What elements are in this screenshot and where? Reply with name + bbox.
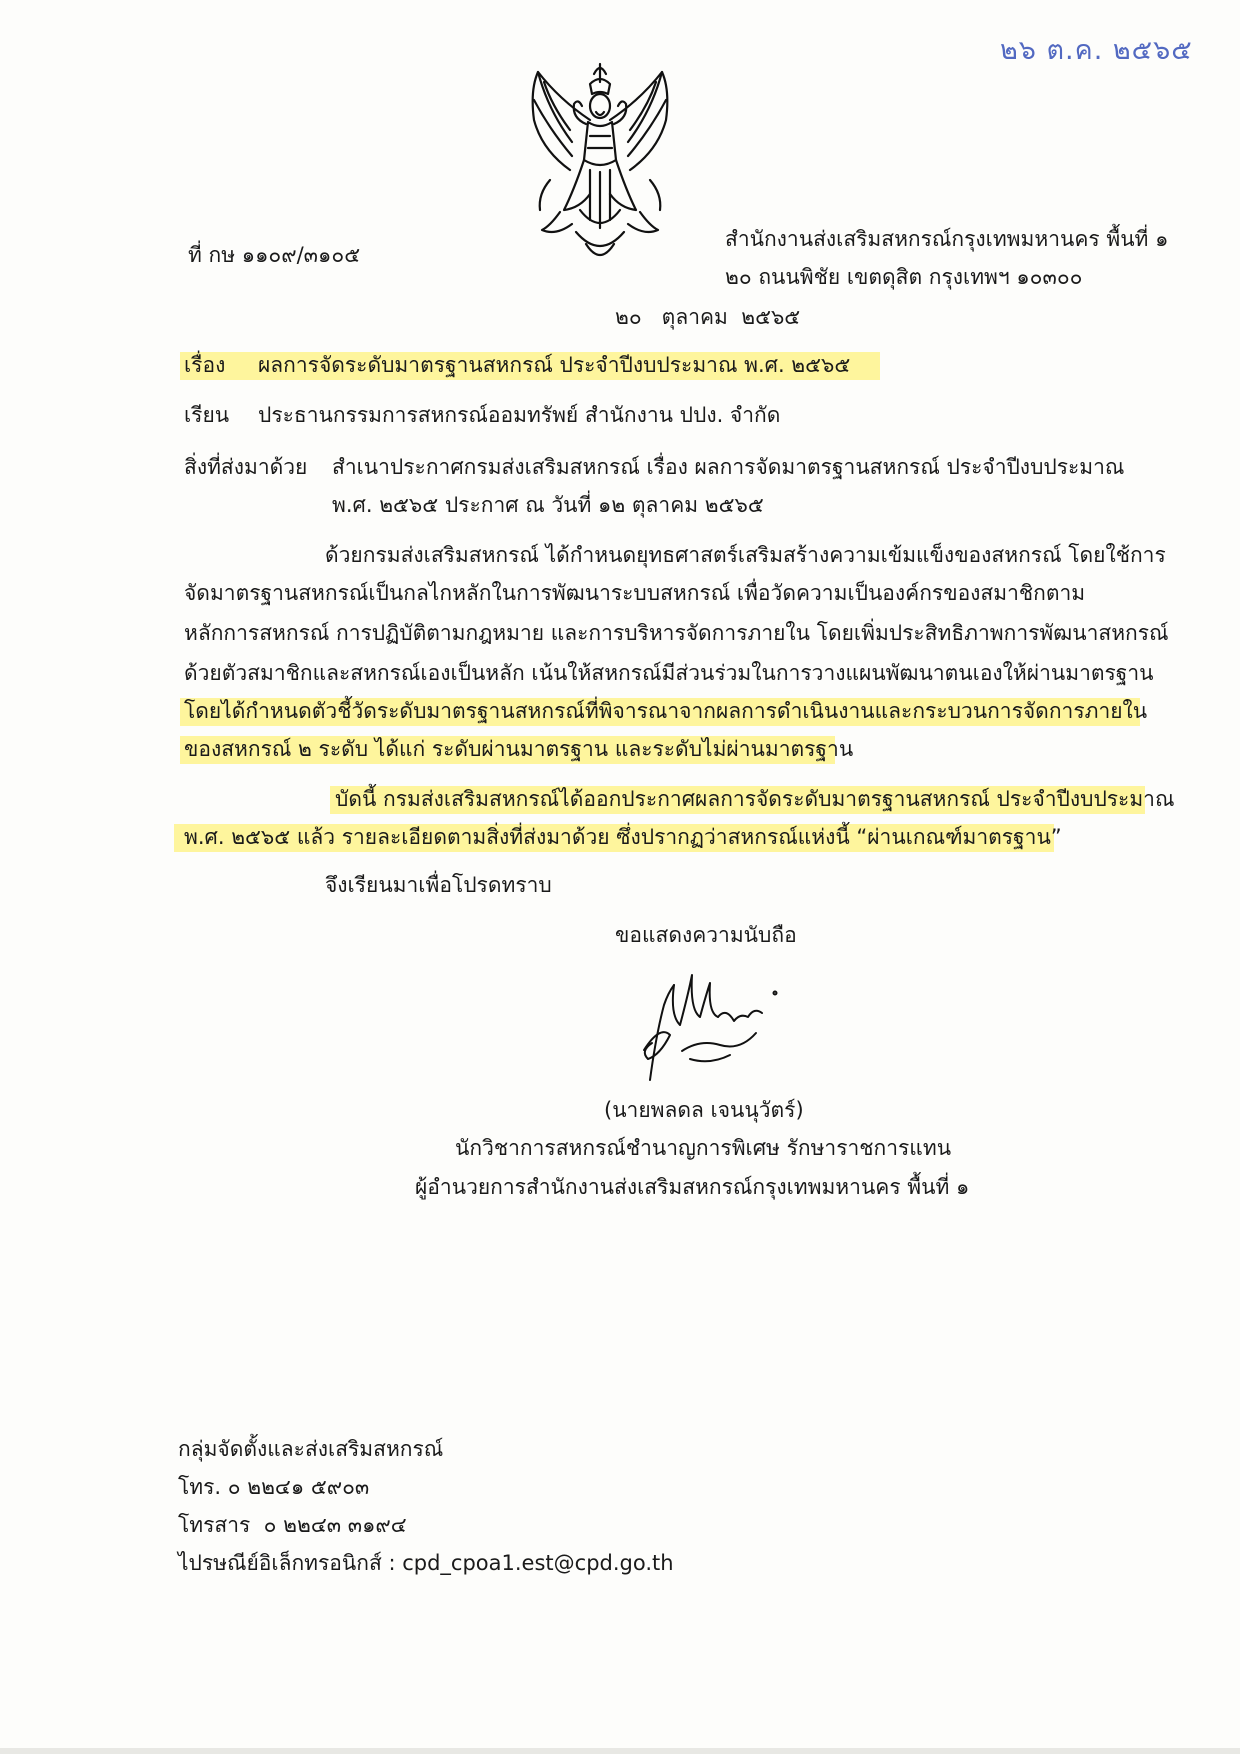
recipient-text: ประธานกรรมการสหกรณ์ออมทรัพย์ สำนักงาน ปปง. จำกัด <box>258 403 781 427</box>
recipient-label: เรียน <box>184 403 230 427</box>
paragraph-1-line-2: จัดมาตรฐานสหกรณ์เป็นกลไกหลักในการพัฒนาระบบสหกรณ์ เพื่อวัดความเป็นองค์กรของสมาชิกตาม <box>184 581 1086 605</box>
letter-date: ๒๐ ตุลาคม ๒๕๖๕ <box>615 305 801 329</box>
footer-phone: โทร. ๐ ๒๒๔๑ ๕๙๐๓ <box>178 1475 370 1499</box>
footer-fax: โทรสาร ๐ ๒๒๔๓ ๓๑๙๔ <box>178 1513 407 1537</box>
signer-position-line-1: นักวิชาการสหกรณ์ชำนาญการพิเศษ รักษาราชการแทน <box>455 1136 952 1160</box>
reference-number: ที่ กษ ๑๑๐๙/๓๑๐๕ <box>188 243 361 267</box>
enclosure-line-2: พ.ศ. ๒๕๖๕ ประกาศ ณ วันที่ ๑๒ ตุลาคม ๒๕๖๕ <box>332 493 764 517</box>
closing-line: จึงเรียนมาเพื่อโปรดทราบ <box>325 873 552 897</box>
footer-email: ไปรษณีย์อิเล็กทรอนิกส์ : cpd_cpoa1.est@cpd.go.th <box>178 1551 674 1575</box>
paragraph-1-line-6: ของสหกรณ์ ๒ ระดับ ได้แก่ ระดับผ่านมาตรฐาน และระดับไม่ผ่านมาตรฐาน <box>184 737 854 761</box>
paragraph-1-line-4: ด้วยตัวสมาชิกและสหกรณ์เองเป็นหลัก เน้นให้สหกรณ์มีส่วนร่วมในการวางแผนพัฒนาตนเองให้ผ่านมาตรฐาน <box>184 661 1154 685</box>
enclosure-line-1: สำเนาประกาศกรมส่งเสริมสหกรณ์ เรื่อง ผลการจัดมาตรฐานสหกรณ์ ประจำปีงบประมาณ <box>332 455 1125 479</box>
issuing-office-address: ๒๐ ถนนพิชัย เขตดุสิต กรุงเทพฯ ๑๐๓๐๐ <box>725 265 1083 289</box>
salutation: ขอแสดงความนับถือ <box>615 923 797 947</box>
handwritten-signature <box>630 955 790 1085</box>
paragraph-1-line-3: หลักการสหกรณ์ การปฏิบัติตามกฎหมาย และการบริหารจัดการภายใน โดยเพิ่มประสิทธิภาพการพัฒนาสหกรณ์ <box>184 621 1169 645</box>
paragraph-2-line-2: พ.ศ. ๒๕๖๕ แล้ว รายละเอียดตามสิ่งที่ส่งมาด้วย ซึ่งปรากฏว่าสหกรณ์แห่งนี้ “ผ่านเกณฑ์มาตรฐาน” <box>184 825 1062 849</box>
paragraph-1-line-1: ด้วยกรมส่งเสริมสหกรณ์ ได้กำหนดยุทธศาสตร์เสริมสร้างความเข้มแข็งของสหกรณ์ โดยใช้การ <box>325 543 1166 567</box>
signer-name: (นายพลดล เจนนุวัตร์) <box>604 1098 804 1122</box>
garuda-emblem-icon <box>520 60 680 270</box>
footer-department: กลุ่มจัดตั้งและส่งเสริมสหกรณ์ <box>178 1437 444 1461</box>
scan-edge <box>0 1748 1240 1754</box>
paragraph-1-line-5: โดยได้กำหนดตัวชี้วัดระดับมาตรฐานสหกรณ์ที่พิจารณาจากผลการดำเนินงานและกระบวนการจัดการภายใน <box>184 699 1148 723</box>
subject-label: เรื่อง <box>184 353 226 377</box>
issuing-office-name: สำนักงานส่งเสริมสหกรณ์กรุงเทพมหานคร พื้นที่ ๑ <box>725 227 1169 251</box>
enclosure-label: สิ่งที่ส่งมาด้วย <box>184 455 308 479</box>
subject-text: ผลการจัดระดับมาตรฐานสหกรณ์ ประจำปีงบประมาณ พ.ศ. ๒๕๖๕ <box>258 353 851 377</box>
paragraph-2-line-1: บัดนี้ กรมส่งเสริมสหกรณ์ได้ออกประกาศผลการจัดระดับมาตรฐานสหกรณ์ ประจำปีงบประมาณ <box>335 787 1175 811</box>
received-date-stamp: ๒๖ ต.ค. ๒๕๖๕ <box>1000 35 1193 66</box>
signer-position-line-2: ผู้อำนวยการสำนักงานส่งเสริมสหกรณ์กรุงเทพมหานคร พื้นที่ ๑ <box>415 1175 970 1199</box>
